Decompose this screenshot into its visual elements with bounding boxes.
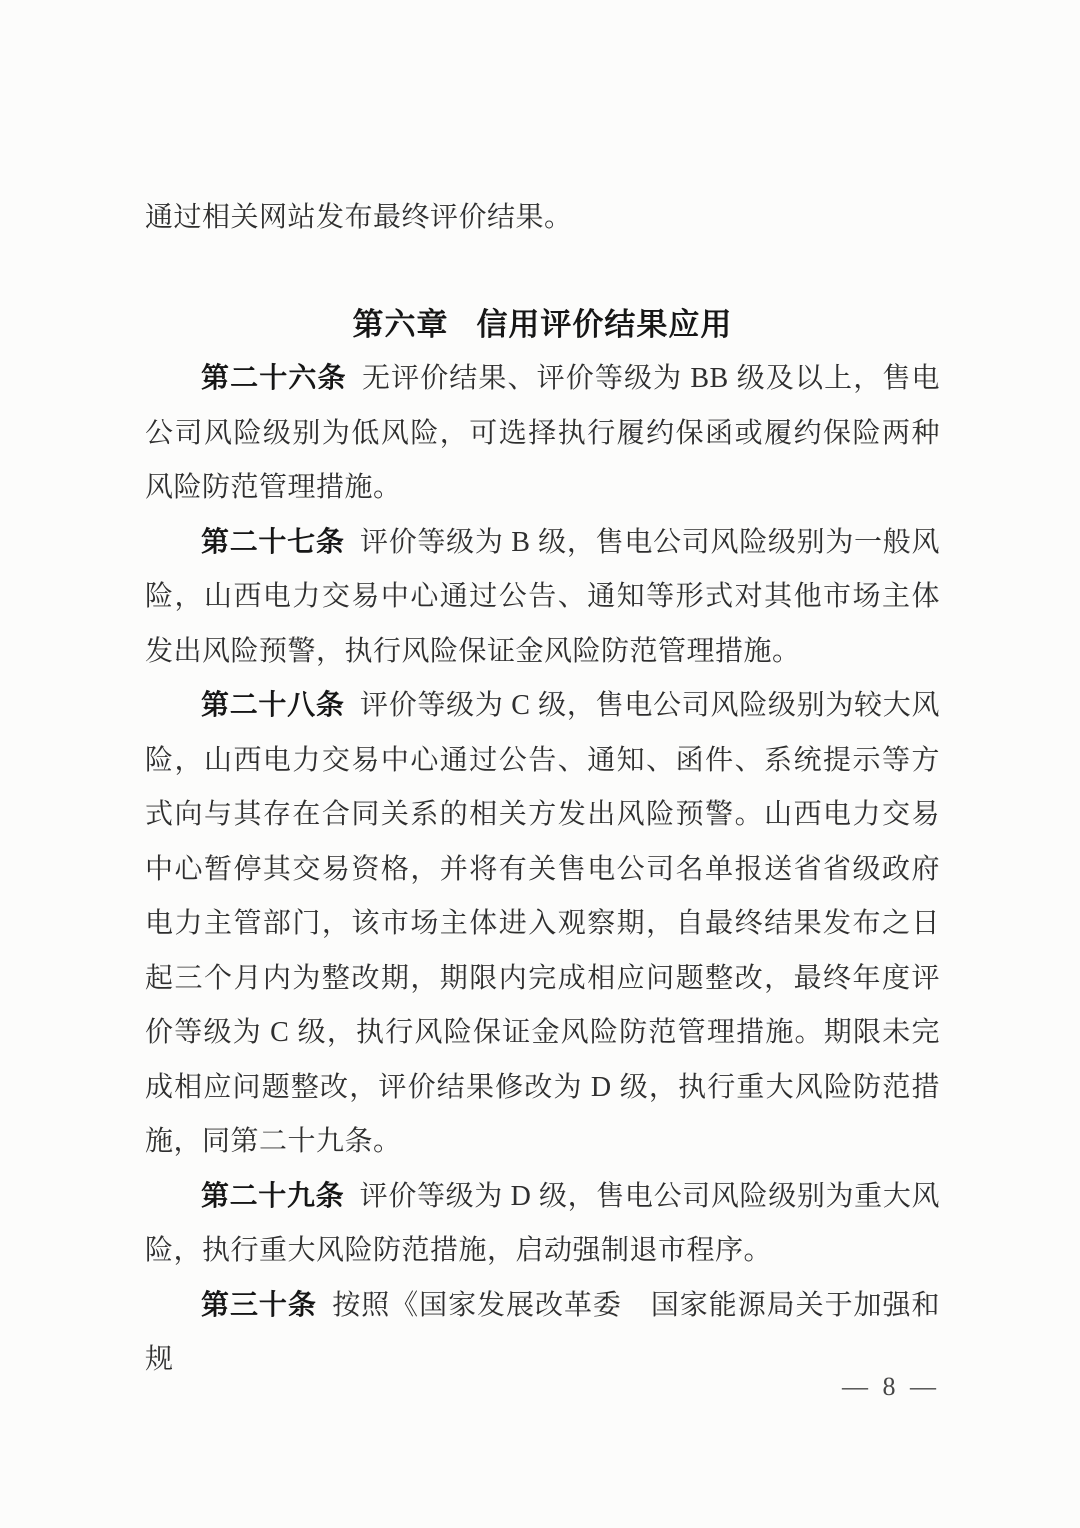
page-number: — 8 —	[842, 1372, 940, 1401]
article-paragraph-28	[145, 679, 940, 1170]
article-paragraph-29	[145, 1170, 940, 1279]
paragraph-continuation: 通过相关网站发布最终评价结果。	[145, 202, 573, 233]
article-text: 无评价结果、评价等级为 BB 级及以上，售电公司风险级别为低风险，可选择执行履约保函或履约保险两种风险防范管理措施。	[145, 363, 940, 503]
article-number: 第二十七条	[201, 526, 345, 558]
chapter-heading	[145, 298, 940, 353]
article-number: 第二十九条	[201, 1180, 345, 1212]
article-text: 评价等级为 C 级，售电公司风险级别为较大风险，山西电力交易中心通过公告、通知、函件、系统提示等方式向与其存在合同关系的相关方发出风险预警。山西电力交易中心暂停其交易资格，并将有关售电公司名单报送省省级政府电力主管部门，该市场主体进入观察期，自最终结果发布之日起三个月内为整改期，期限内完成相应问题整改，最终年度评价等级为 C 级，执行风险保证金风险防范管理措施。期限未完成相应问题整改，评价结果修改为 D 级，执行重大风险防范措施，同第二十九条。	[145, 690, 940, 1157]
chapter-title: 信用评价结果应用	[476, 306, 733, 342]
article-paragraph-30	[145, 1279, 940, 1388]
article-number: 第二十六条	[201, 363, 347, 394]
chapter-label: 第六章	[352, 306, 449, 342]
article-text: 按照《国家发展改革委 国家能源局关于加强和规	[145, 1289, 940, 1375]
article-number: 第二十八条	[201, 690, 345, 721]
article-paragraph-27	[145, 516, 940, 680]
article-text: 评价等级为 D 级，售电公司风险级别为重大风险，执行重大风险防范措施，启动强制退市程序。	[145, 1180, 940, 1266]
article-text: 评价等级为 B 级，售电公司风险级别为一般风险，山西电力交易中心通过公告、通知等形式对其他市场主体发出风险预警，执行风险保证金风险防范管理措施。	[145, 526, 940, 667]
article-number: 第三十条	[201, 1289, 317, 1321]
page-footer	[842, 1372, 940, 1402]
article-paragraph-26	[145, 352, 940, 516]
